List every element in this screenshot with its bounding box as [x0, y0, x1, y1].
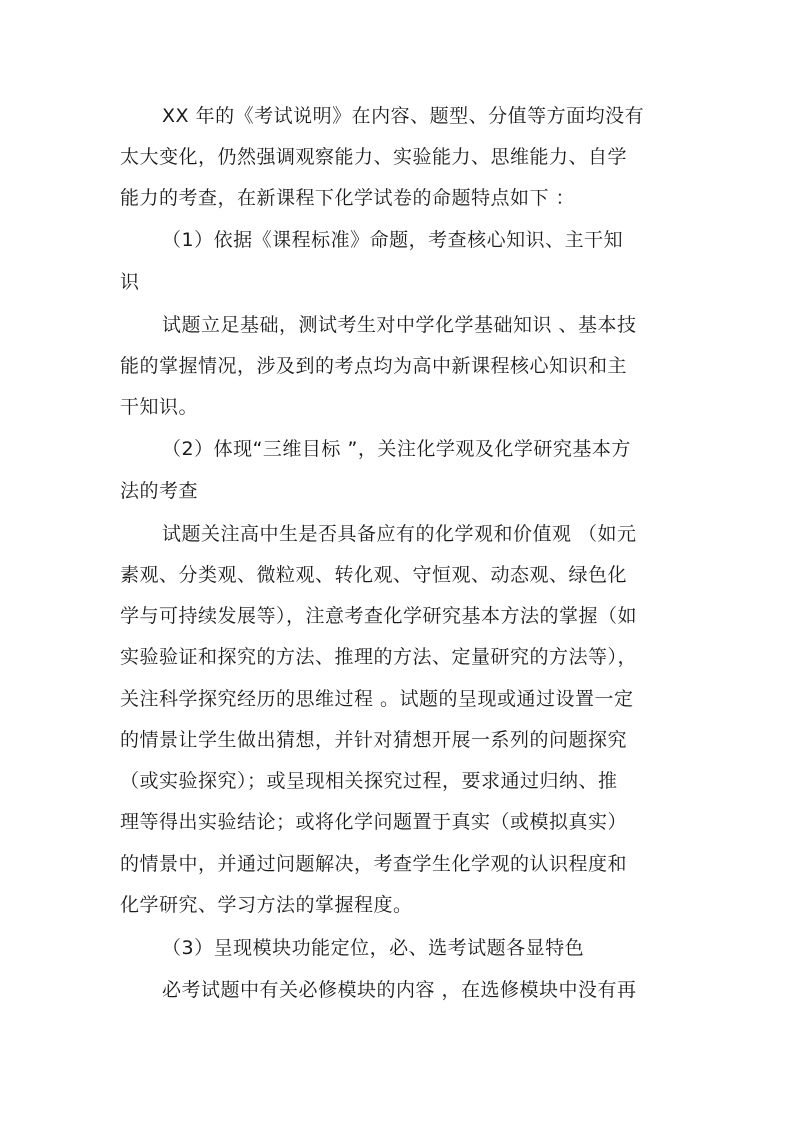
- section-heading-1: （1）依据《课程标准》命题，考查核心知识、主干知: [162, 229, 624, 251]
- paragraph-line: 试题立足基础，测试考生对中学化学基础知识 、基本技: [162, 314, 637, 336]
- paragraph-line: 的情景中，并通过问题解决，考查学生化学观的认识程度和: [120, 853, 628, 875]
- paragraph-line: XX 年的《考试说明》在内容、题型、分值等方面均没有: [162, 105, 645, 127]
- paragraph-line: 干知识。: [120, 396, 199, 418]
- paragraph-line: （或实验探究）；或呈现相关探究过程，要求通过归纳、推: [120, 770, 618, 792]
- paragraph-line: 学与可持续发展等），注意考查化学研究基本方法的掌握（如: [120, 605, 638, 627]
- paragraph-line: 关注科学探究经历的思维过程 。试题的呈现或通过设置一定: [120, 688, 634, 710]
- paragraph-line: 试题关注高中生是否具备应有的化学观和价值观 （如元: [162, 523, 637, 545]
- section-heading-2: （2）体现“三维目标 ”，关注化学观及化学研究基本方: [162, 438, 631, 460]
- paragraph-line: 能力的考查，在新课程下化学试卷的命题特点如下 ：: [120, 187, 576, 209]
- section-heading-1-continued: 识: [120, 271, 140, 293]
- paragraph-line: 必考试题中有关必修模块的内容 ，在选修模块中没有再: [162, 979, 637, 1001]
- paragraph-line: 的情景让学生做出猜想，并针对猜想开展一系列的问题探究: [120, 729, 628, 751]
- paragraph-line: 化学研究、学习方法的掌握程度。: [120, 894, 413, 916]
- paragraph-line: 实验验证和探究的方法、推理的方法、定量研究的方法等），: [120, 646, 638, 668]
- paragraph-line: 理等得出实验结论；或将化学问题置于真实（或模拟真实）: [120, 811, 628, 833]
- paragraph-line: 太大变化，仍然强调观察能力、实验能力、思维能力、自学: [120, 146, 628, 168]
- paragraph-line: 素观、分类观、微粒观、转化观、守恒观、动态观、绿色化: [120, 564, 628, 586]
- paragraph-line: 能的掌握情况，涉及到的考点均为高中新课程核心知识和主: [120, 355, 628, 377]
- section-heading-2-continued: 法的考查: [120, 480, 199, 502]
- section-heading-3: （3）呈现模块功能定位，必、选考试题各显特色: [162, 937, 585, 959]
